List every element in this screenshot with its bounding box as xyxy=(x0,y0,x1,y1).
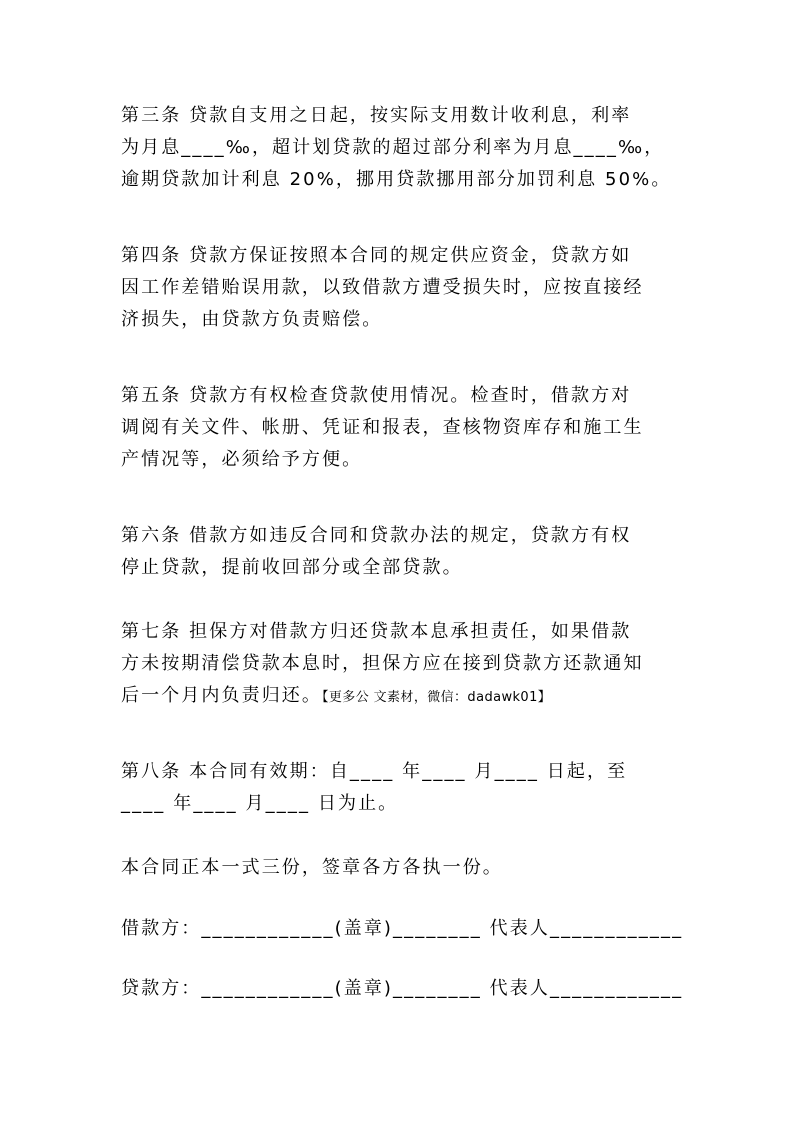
article-4-line-1: 第四条 贷款方保证按照本合同的规定供应资金，贷款方如 xyxy=(121,245,632,266)
article-3-line-1: 第三条 贷款自支用之日起，按实际支用数计收利息，利率 xyxy=(121,105,632,126)
copies-text: 本合同正本一式三份，签章各方各执一份。 xyxy=(121,857,503,878)
article-3-line-3: 逾期贷款加计利息 20%，挪用贷款挪用部分加罚利息 50%。 xyxy=(121,169,672,190)
article-7 xyxy=(121,616,644,714)
article-8-line-1: 第八条 本合同有效期：自____ 年____ 月____ 日起，至 xyxy=(121,761,628,782)
article-8-line-2: ____ 年____ 月____ 日为止。 xyxy=(121,793,399,814)
article-3 xyxy=(121,100,671,196)
borrower-signature-line xyxy=(121,913,683,945)
article-8 xyxy=(121,756,627,820)
article-7-line-2: 方未按期清偿贷款本息时，担保方应在接到贷款方还款通知 xyxy=(121,653,644,674)
article-7-line-3 xyxy=(121,680,644,714)
borrower-signature-text: 借款方：____________(盖章)________ 代表人____________ xyxy=(121,918,684,939)
article-3-line-2: 为月息____‰，超计划贷款的超过部分利率为月息____‰， xyxy=(121,137,665,158)
lender-signature-text: 贷款方：____________(盖章)________ 代表人____________ xyxy=(121,978,684,999)
copies-clause xyxy=(121,852,503,884)
article-4-line-3: 济损失，由贷款方负责赔偿。 xyxy=(121,309,383,330)
article-4-line-2: 因工作差错贻误用款，以致借款方遭受损失时，应按直接经 xyxy=(121,277,644,298)
article-5-line-2: 调阅有关文件、帐册、凭证和报表，查核物资库存和施工生 xyxy=(121,417,644,438)
article-5-line-3: 产情况等，必须给予方便。 xyxy=(121,449,363,470)
article-6-line-2: 停止贷款，提前收回部分或全部贷款。 xyxy=(121,557,463,578)
lender-signature-line xyxy=(121,973,683,1005)
article-7-line-3-text: 后一个月内负责归还。 xyxy=(121,685,322,706)
article-6 xyxy=(121,520,631,584)
article-7-line-1: 第七条 担保方对借款方归还贷款本息承担责任，如果借款 xyxy=(121,621,632,642)
promo-note: 【更多公 文素材，微信：dadawk01】 xyxy=(322,690,552,705)
article-5 xyxy=(121,380,644,476)
article-6-line-1: 第六条 借款方如违反合同和贷款办法的规定，贷款方有权 xyxy=(121,525,632,546)
article-5-line-1: 第五条 贷款方有权检查贷款使用情况。检查时，借款方对 xyxy=(121,385,632,406)
article-4 xyxy=(121,240,644,336)
